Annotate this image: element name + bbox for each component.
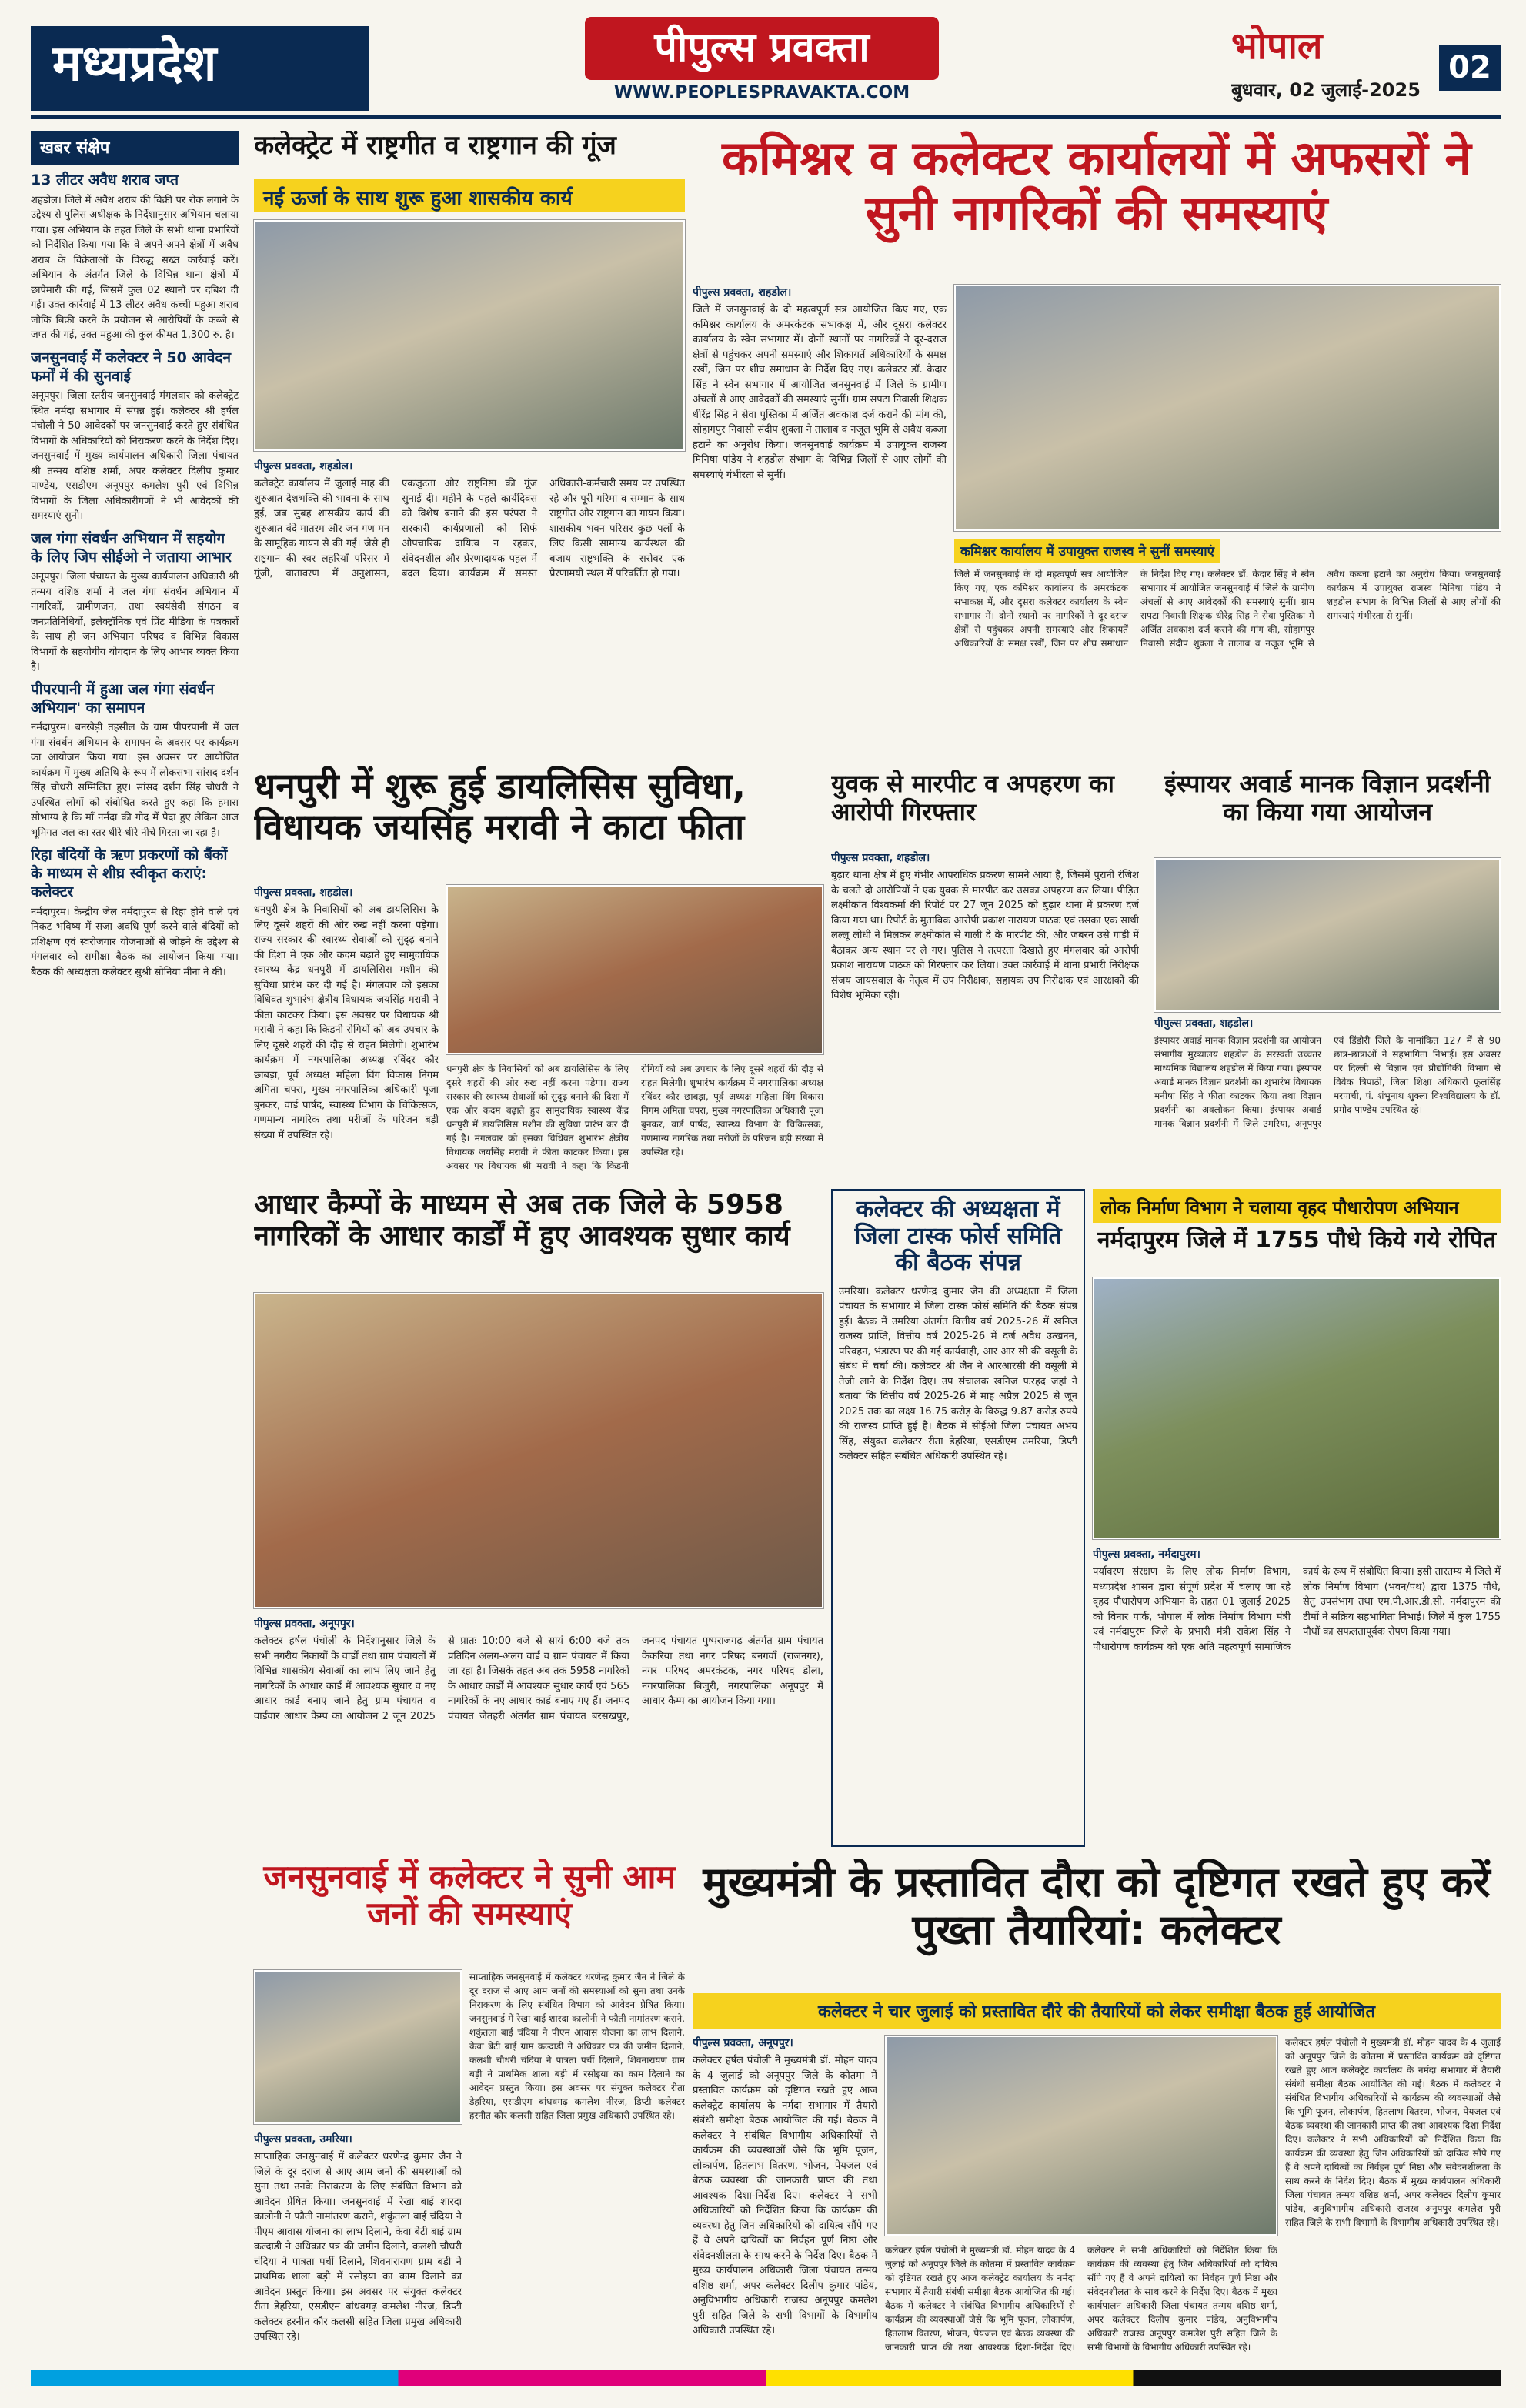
story5-headline: इंस्पायर अवार्ड मानक विज्ञान प्रदर्शनी का किया गया आयोजन (1164, 770, 1491, 827)
section-name: मध्यप्रदेश (31, 26, 369, 111)
story1-body: कलेक्ट्रेट कार्यालय में जुलाई माह की शुरुआत देशभक्ति की भावना के साथ हुई, जब सुबह शासकीय कार्य की शुरुआत वंदे मातरम और जन गण मन के सामूहिक गायन से की गई। जैसे ही राष्ट्रगान की स्वर लहरियाँ परिसर में गूंजी, वातावरण में अनुशासन, एकजुटता और राष्ट्रनिष्ठा की गूंज सुनाई दी। महीने के पहले कार्यदिवस को विशेष बनाने की इस परंपरा ने सरकारी कार्यप्रणाली को सिर्फ औपचारिक दायित्व न रहकर, संवेदनशील और प्रेरणादायक पहल में बदल दिया। कार्यक्रम में समस्त अधिकारी-कर्मचारी समय पर उपस्थित रहे और पूरी गरिमा व सम्मान के साथ राष्ट्रगीत और राष्ट्रगान का गायन किया। शासकीय भवन परिसर कुछ पलों के लिए किसी सामान्य कार्यस्थल की बजाय राष्ट्रभक्ति के सरोवर एक प्रेरणामयी स्थल में परिवर्तित हो गया। (254, 478, 685, 579)
story4-headline-block (831, 770, 1139, 847)
story8-photo (1093, 1277, 1501, 1539)
story2-article-right (954, 539, 1501, 754)
story9-body: साप्ताहिक जनसुनवाई में कलेक्टर धरणेन्द्र कुमार जैन ने जिले के दूर दराज से आए आम जनों की समस्याओं को सुना तथा उनके निराकरण के लिए संबंधित विभाग को आवेदन प्रेषित किया। जनसुनवाई में रेखा बाई शारदा कालोनी ने फौती नामांतरण कराने, शकुंतला बाई चंदिया ने पीएम आवास योजना का लाभ दिलाने, केवा बेटी बाई ग्राम कल्दाडी ने अधिकार पत्र की जमीन दिलाने, कलशी चौधरी चंदिया ने पात्रता पर्ची दिलाने, शिवनारायण ग्राम बड़ी ने प्राथमिक शाला बड़ी में रसोइया का काम दिलाने का आवेदन प्रस्तुत किया। इस अवसर पर संयुक्त कलेक्टर रीता डेहरिया, एसडीएम बांधवगढ़ कमलेश नीरज, डिप्टी कलेक्टर हरनीत कौर कलसी सहित जिला प्रमुख अधिकारी उपस्थित रहे। (254, 2151, 462, 2343)
story8-body: पर्यावरण संरक्षण के लिए लोक निर्माण विभाग, मध्यप्रदेश शासन द्वारा संपूर्ण प्रदेश में चलाए जा रहे वृहद पौधारोपण अभियान के तहत 01 जुलाई 2025 को विनार पार्क, भोपाल में लोक निर्माण विभाग मंत्री एवं नर्मदापुरम जिले के प्रभारी मंत्री राकेश सिंह ने पौधारोपण कार्यक्रम को एक अति महत्वपूर्ण सामाजिक कार्य के रूप में संबोधित किया। इसी तारतम्य में जिले में लोक निर्माण विभाग (भवन/पथ) द्वारा 1375 पौधे, सेतु उपसंभाग तथा एम.पी.आर.डी.सी. नर्मदापुरम की टीमों ने सक्रिय सहभागिता निभाई। जिले में कुल 1755 पौधों का सफलतापूर्वक रोपण किया गया। (1093, 1566, 1501, 1653)
story6-headline-block (254, 1189, 823, 1289)
story5-article (1154, 1016, 1501, 1177)
story1-subhead: नई ऊर्जा के साथ शुरू हुआ शासकीय कार्य (254, 179, 685, 212)
brief-item (31, 847, 239, 980)
story3-byline: पीपुल्स प्रवक्ता, शहडोल। (254, 887, 353, 899)
story6-photo (254, 1293, 823, 1608)
story3-headline-block (254, 766, 823, 881)
story8-banner: लोक निर्माण विभाग ने चलाया वृहद पौधारोपण अभियान (1093, 1189, 1501, 1223)
brief-title: जल गंगा संवर्धन अभियान में सहयोग के लिए जिप सीईओ ने जताया आभार (31, 529, 232, 566)
story5-photo (1154, 858, 1501, 1012)
story10-byline: पीपुल्स प्रवक्ता, अनूपपुर। (693, 2037, 793, 2049)
story5-headline-block (1154, 770, 1501, 854)
story2-subhead: कमिश्नर कार्यालय में उपायुक्त राजस्व ने सुनीं समस्याएं (954, 539, 1220, 563)
story10-headline-block (693, 1859, 1501, 1989)
story8-article (1093, 1547, 1501, 1847)
brief-title: रिहा बंदियों के ऋण प्रकरणों को बैंकों के माध्यम से शीघ्र स्वीकृत कराएं: कलेक्टर (31, 847, 228, 900)
story10-body: कलेक्टर हर्षल पंचोली ने मुख्यमंत्री डॉ. मोहन यादव के 4 जुलाई को अनूपपुर जिले के कोतमा में प्रस्तावित कार्यक्रम को दृष्टिगत रखते हुए आज कलेक्ट्रेट कार्यालय के नर्मदा सभागार में तैयारी संबंधी समीक्षा बैठक आयोजित की गई। बैठक में कलेक्टर ने संबंधित विभागीय अधिकारियों से कार्यक्रम की व्यवस्थाओं जैसे कि भूमि पूजन, लोकार्पण, हितलाभ वितरण, भोजन, पेयजल एवं बैठक व्यवस्था की जानकारी प्राप्त की तथा आवश्यक दिशा-निर्देश दिए। कलेक्टर ने सभी अधिकारियों को निर्देशित किया कि कार्यक्रम की व्यवस्था हेतु जिन अधिकारियों को दायित्व सौंपे गए हैं वे अपने दायित्वों का निर्वहन पूर्ण निष्ठा और संवेदनशीलता के साथ करने के निर्देश दिए। बैठक में मुख्य कार्यपालन अधिकारी जिला पंचायत तन्मय वशिष्ठ शर्मा, अपर कलेक्टर दिलीप कुमार पांडेय, अनुविभागीय अधिकारी राजस्व अनूपपुर कमलेश पुरी सहित जिले के सभी विभागों के विभागीय अधिकारी उपस्थित रहे। (693, 2055, 877, 2336)
story9-headline-block (254, 1859, 685, 1966)
story6-headline: आधार कैम्पों के माध्यम से अब तक जिले के 5958 नागरिकों के आधार कार्डों में हुए आवश्यक सुधार कार्य (254, 1189, 790, 1253)
story1-article (254, 459, 685, 754)
story4-body: बुढ़ार थाना क्षेत्र में हुए गंभीर आपराधिक प्रकरण सामने आया है, जिसमें पुरानी रंजिश के चलते दो आरोपियों ने एक युवक से मारपीट कर उसका अपहरण कर लिया। पीड़ित लक्ष्मीकांत विश्वकर्मा की रिपोर्ट पर 27 जून 2025 को बुढ़ार थाना में प्रकरण दर्ज किया गया था। रिपोर्ट के मुताबिक आरोपी प्रकाश नारायण पाठक एवं उसका एक साथी लल्लू लोधी ने मिलकर लक्ष्मीकांत से गाली दे के मारपीट की, और जबरन उसे गाड़ी में बैठाकर अन्य स्थान पर ले गए। पुलिस ने तत्परता दिखाते हुए मंगलवार को आरोपी प्रकाश नारायण पाठक को गिरफ्तार कर लिया। उक्त कार्रवाई में थाना प्रभारी निरीक्षक संजय जायसवाल के नेतृत्व में उप निरीक्षक, सहायक उप निरीक्षक एवं आरक्षकों की विशेष भूमिका रही। (831, 870, 1139, 1001)
story4-byline: पीपुल्स प्रवक्ता, शहडोल। (831, 852, 930, 864)
brief-title: पीपरपानी में हुआ जल गंगा संवर्धन अभियान' का समापन (31, 680, 215, 716)
story2-article-left (693, 285, 947, 754)
brief-body: अनूपपुर। जिला स्तरीय जनसुनवाई मंगलवार को कलेक्ट्रेट स्थित नर्मदा सभागार में संपन्न हुई। कलेक्टर श्री हर्षल पंचोली ने 50 आवेदकों पर जनसुनवाई करते हुए संबंधित विभागों के अधिकारियों को निराकरण करने के निर्देश दिए। जनसुनवाई में मुख्य कार्यपालन अधिकारी जिला पंचायत श्री तन्मय वशिष्ठ शर्मा, अपर कलेक्टर दिलीप कुमार पाण्डेय, एसडीएम अनूपपुर कमलेश पुरी एवं विभिन्न विभागों के जिला अधिकारीगणों ने भी आवेदकों की समस्याएं सुनी। (31, 390, 239, 523)
story6-body: कलेक्टर हर्षल पंचोली के निर्देशानुसार जिले के सभी नगरीय निकायों के वार्डों तथा ग्राम पंचायतों में विभिन्न शासकीय सेवाओं का लाभ लिए जाने हेतु नागरिकों के आधार कार्ड में आवश्यक सुधार व नए आधार कार्ड बनाए जाने हेतु ग्राम पंचायत व वार्डवार आधार कैम्प का आयोजन 2 जून 2025 से प्रातः 10:00 बजे से सायं 6:00 बजे तक प्रतिदिन अलग-अलग वार्ड व ग्राम पंचायत में किया जा रहा है। जिसके तहत अब तक 5958 नागरिकों के आधार कार्डों में आवश्यक सुधार कार्य एवं 565 नागरिकों के नए आधार कार्ड बनाए गए हैं। जनपद पंचायत जैतहरी अंतर्गत ग्राम पंचायत बरसखपुर, जनपद पंचायत पुष्पराजगढ़ अंतर्गत ग्राम पंचायत केकरिया तथा नगर परिषद बनगवाँ (राजनगर), नगर परिषद अमरकंटक, नगर परिषद डोला, नगरपालिका बिजुरी, नगरपालिका अनूपपुर में आधार कैम्प का आयोजन किया गया। (254, 1635, 823, 1722)
story3-photo (446, 885, 823, 1054)
brief-item (31, 530, 239, 675)
story1-byline: पीपुल्स प्रवक्ता, शहडोल। (254, 460, 353, 473)
story2-body-right: जिले में जनसुनवाई के दो महत्वपूर्ण सत्र आयोजित किए गए, एक कमिश्नर कार्यालय के अमरकंटक सभाकक्ष में, और दूसरा कलेक्टर कार्यालय के स्वेन सभागार में। दोनों स्थानों पर नागरिकों ने दूर-दराज क्षेत्रों से पहुंचकर अपनी समस्याएं और शिकायतें अधिकारियों के समक्ष रखीं, जिन पर शीघ्र समाधान के निर्देश दिए गए। कलेक्टर डॉ. केदार सिंह ने स्वेन सभागार में आयोजित जनसुनवाई में जिले के ग्रामीण अंचलों से आए आवेदकों की समस्याएं सुनीं। ग्राम सपटा निवासी शिक्षक धीरेंद्र सिंह ने सेवा पुस्तिका में अर्जित अवकाश दर्ज कराने की मांग की, सोहागपुर निवासी संदीप शुक्ला ने तालाब व नजूल भूमि से अवैध कब्जा हटाने का अनुरोध किया। जनसुनवाई कार्यक्रम में उपायुक्त राजस्व मिनिषा पांडेय ने शहडोल संभाग के विभिन्न जिलों से आए लोगों की समस्याएं गंभीरता से सुनीं। (954, 569, 1501, 649)
brief-item (31, 681, 239, 841)
brief-item (31, 349, 239, 524)
story1-photo (254, 220, 685, 451)
issue-date: बुधवार, 02 जुलाई-2025 (1231, 79, 1421, 101)
brief-body: अनूपपुर। जिला पंचायत के मुख्य कार्यपालन अधिकारी श्री तन्मय वशिष्ठ शर्मा ने जल गंगा संवर्धन अभियान में नागरिकों, ग्रामीणजन, तथा स्वयंसेवी संगठन व जनप्रतिनिधियों, इलेक्ट्रॉनिक एवं प्रिंट मीडिया के पत्रकारों के साथ ही जन अभियान परिषद व विभिन्न विकास विभागों के सहयोगीय योगदान के लिए आभार व्यक्त किया है। (31, 571, 239, 673)
story3-body-right: धनपुरी क्षेत्र के निवासियों को अब डायलिसिस के लिए दूसरे शहरों की ओर रुख नहीं करना पड़ेगा। राज्य सरकार की स्वास्थ्य सेवाओं को सुदृढ़ बनाने की दिशा में एक और कदम बढ़ाते हुए सामुदायिक स्वास्थ्य केंद्र धनपुरी में डायलिसिस मशीन की सुविधा प्रारंभ कर दी गई है। मंगलवार को इसका विधिवत शुभारंभ क्षेत्रीय विधायक जयसिंह मरावी ने फीता काटकर किया। इस अवसर पर विधायक श्री मरावी ने कहा कि किडनी रोगियों को अब उपचार के लिए दूसरे शहरों की दौड़ से राहत मिलेगी। शुभारंभ कार्यक्रम में नगरपालिका अध्यक्ष रविंदर कौर छाबड़ा, पूर्व अध्यक्ष महिला विंग विकास निगम अमिता चपरा, मुख्य नगरपालिका अधिकारी पूजा बुनकर, वार्ड पार्षद, स्वास्थ्य विभाग के चिकित्सक, गणमान्य नागरिक तथा मरीजों के परिजन बड़ी संख्या में उपस्थित रहे। (446, 1064, 823, 1171)
edition-city: भोपाल (1231, 25, 1323, 68)
story6-byline: पीपुल्स प्रवक्ता, अनूपपुर। (254, 1618, 355, 1630)
story10-body-mid: कलेक्टर हर्षल पंचोली ने मुख्यमंत्री डॉ. मोहन यादव के 4 जुलाई को अनूपपुर जिले के कोतमा में प्रस्तावित कार्यक्रम को दृष्टिगत रखते हुए आज कलेक्ट्रेट कार्यालय के नर्मदा सभागार में तैयारी संबंधी समीक्षा बैठक आयोजित की गई। बैठक में कलेक्टर ने संबंधित विभागीय अधिकारियों से कार्यक्रम की व्यवस्थाओं जैसे कि भूमि पूजन, लोकार्पण, हितलाभ वितरण, भोजन, पेयजल एवं बैठक व्यवस्था की जानकारी प्राप्त की तथा आवश्यक दिशा-निर्देश दिए। कलेक्टर ने सभी अधिकारियों को निर्देशित किया कि कार्यक्रम की व्यवस्था हेतु जिन अधिकारियों को दायित्व सौंपे गए हैं वे अपने दायित्वों का निर्वहन पूर्ण निष्ठा और संवेदनशीलता के साथ करने के निर्देश दिए। बैठक में मुख्य कार्यपालन अधिकारी जिला पंचायत तन्मय वशिष्ठ शर्मा, अपर कलेक्टर दिलीप कुमार पांडेय, अनुविभागीय अधिकारी राजस्व अनूपपुर कमलेश पुरी सहित जिले के सभी विभागों के विभागीय अधिकारी उपस्थित रहे। (885, 2245, 1277, 2353)
story2-headline-block (693, 131, 1501, 277)
story3-body: धनपुरी क्षेत्र के निवासियों को अब डायलिसिस के लिए दूसरे शहरों की ओर रुख नहीं करना पड़ेगा। राज्य सरकार की स्वास्थ्य सेवाओं को सुदृढ़ बनाने की दिशा में एक और कदम बढ़ाते हुए सामुदायिक स्वास्थ्य केंद्र धनपुरी में डायलिसिस मशीन की सुविधा प्रारंभ कर दी गई है। मंगलवार को इसका विधिवत शुभारंभ क्षेत्रीय विधायक जयसिंह मरावी ने फीता काटकर किया। इस अवसर पर विधायक श्री मरावी ने कहा कि किडनी रोगियों को अब उपचार के लिए दूसरे शहरों की दौड़ से राहत मिलेगी। शुभारंभ कार्यक्रम में नगरपालिका अध्यक्ष रविंदर कौर छाबड़ा, पूर्व अध्यक्ष महिला विंग विकास निगम अमिता चपरा, मुख्य नगरपालिका अधिकारी पूजा बुनकर, वार्ड पार्षद, स्वास्थ्य विभाग के चिकित्सक, गणमान्य नागरिक तथा मरीजों के परिजन बड़ी संख्या में उपस्थित रहे। (254, 904, 439, 1141)
story10-article-left (693, 2036, 877, 2363)
story9-article-left (254, 2132, 462, 2363)
brief-body: शहडोल। जिले में अवैध शराब की बिक्री पर रोक लगाने के उद्देश्य से पुलिस अधीक्षक के निर्देशानुसार अभियान चलाया गया। इस अभियान के तहत जिले के सभी थाना प्रभारियों को निर्देशित किया गया कि वे अपने-अपने क्षेत्रों में अवैध शराब के विक्रेताओं के विरुद्ध सख्त कार्रवाई करें। अभियान के अंतर्गत जिले के विभिन्न थाना क्षेत्रों में छापेमारी की गई, जिसमें कुल 02 स्थानों पर दबिश दी गई। उक्त कार्रवाई में 13 लीटर अवैध कच्ची महुआ शराब जोकि बिक्री करने के प्रयोजन से आरोपियों के कब्जे से जप्त की गई, उक्त महुआ की कुल कीमत 1,300 रु. है। (31, 194, 239, 342)
masthead-divider (31, 115, 1501, 119)
story10-subhead: कलेक्टर ने चार जुलाई को प्रस्तावित दौरे की तैयारियों को लेकर समीक्षा बैठक हुई आयोजित (693, 1993, 1501, 2029)
story2-photo (954, 285, 1501, 531)
website-url[interactable]: WWW.PEOPLESPRAVAKTA.COM (613, 83, 910, 102)
story7-headline: कलेक्टर की अध्यक्षता में जिला टास्क फोर्स समिति की बैठक संपन्न (854, 1196, 1062, 1276)
story5-body: इंस्पायर अवार्ड मानक विज्ञान प्रदर्शनी का आयोजन संभागीय मुख्यालय शहडोल के सरस्वती उच्चतर माध्यमिक विद्यालय शहडोल में किया गया। इंस्पायर अवार्ड मानक विज्ञान प्रदर्शनी का शुभारंभ विधायक मनीषा सिंह ने फीता काटकर किया तथा विज्ञान प्रदर्शनी का अवलोकन किया। इंस्पायर अवार्ड मानक विज्ञान प्रदर्शनी में जिले उमरिया, अनूपपुर एवं डिंडोरी जिले के नामांकित 127 में से 90 छात्र-छात्राओं ने सहभागिता निभाई। इस अवसर पर दिल्ली से विज्ञान एवं प्रौद्योगिकी विभाग से विवेक त्रिपाठी, जिला शिक्षा अधिकारी फूलसिंह मरपाची, पं. शंभूनाथ शुक्ला विश्वविद्यालय के डॉ. प्रमोद पाण्डेय उपस्थित रहे। (1154, 1035, 1501, 1129)
story2-body: जिले में जनसुनवाई के दो महत्वपूर्ण सत्र आयोजित किए गए, एक कमिश्नर कार्यालय के अमरकंटक सभाकक्ष में, और दूसरा कलेक्टर कार्यालय के स्वेन सभागार में। दोनों स्थानों पर नागरिकों ने दूर-दराज क्षेत्रों से पहुंचकर अपनी समस्याएं और शिकायतें अधिकारियों के समक्ष रखीं, जिन पर शीघ्र समाधान के निर्देश दिए गए। कलेक्टर डॉ. केदार सिंह ने स्वेन सभागार में आयोजित जनसुनवाई में जिले के ग्रामीण अंचलों से आए आवेदकों की समस्याएं सुनीं। ग्राम सपटा निवासी शिक्षक धीरेंद्र सिंह ने सेवा पुस्तिका में अर्जित अवकाश दर्ज कराने की मांग की, सोहागपुर निवासी संदीप शुक्ला ने तालाब व नजूल भूमि से अवैध कब्जा हटाने का अनुरोध किया। जनसुनवाई कार्यक्रम में उपायुक्त राजस्व मिनिषा पांडेय ने शहडोल संभाग के विभिन्न जिलों से आए लोगों की समस्याएं गंभीरता से सुनीं। (693, 304, 947, 481)
story2-byline: पीपुल्स प्रवक्ता, शहडोल। (693, 286, 792, 299)
story5-byline: पीपुल्स प्रवक्ता, शहडोल। (1154, 1017, 1254, 1030)
story8-byline: पीपुल्स प्रवक्ता, नर्मदापुरम। (1093, 1548, 1200, 1561)
brief-title: जनसुनवाई में कलेक्टर ने 50 आवेदन फर्मों में की सुनवाई (31, 349, 232, 385)
story9-photo (254, 1970, 462, 2124)
brief-body: नर्मदापुरम। बनखेड़ी तहसील के ग्राम पीपरपानी में जल गंगा संवर्धन अभियान के समापन के अवसर पर कार्यक्रम का आयोजन किया गया। इस अवसर पर आयोजित कार्यक्रम में मुख्य अतिथि के रूप में लोकसभा सांसद दर्शन सिंह चौधरी सम्मिलित हुए। सांसद दर्शन सिंह चौधरी ने उपस्थित लोगों को संबोधित करते हुए कहा कि हमारा सौभाग्य है कि माँ नर्मदा की गोद में पैदा हुए लेकिन आज भूमिगत जल का स्तर धीरे-धीरे नीचे गिरता जा रहा है। (31, 722, 239, 839)
brief-body: नर्मदापुरम। केन्द्रीय जेल नर्मदापुरम से रिहा होने वाले एवं निकट भविष्य में सजा अवधि पूर्ण करने वाले बंदियों को प्रशिक्षण एवं स्वरोजगार योजनाओं से जोड़ने के उद्देश्य से मंगलवार को समीक्षा बैठक का आयोजन किया गया। बैठक की अध्यक्षता कलेक्टर सुश्री सोनिया मीना ने की। (31, 906, 239, 978)
story4-article (831, 850, 1139, 1177)
brief-item (31, 172, 239, 343)
brief-title: 13 लीटर अवैध शराब जप्त (31, 172, 179, 189)
newspaper-logo: पीपुल्स प्रवक्ता (585, 17, 939, 80)
story10-headline: मुख्यमंत्री के प्रस्तावित दौरा को दृष्टिगत रखते हुए करें पुख्ता तैयारियां: कलेक्टर (703, 1859, 1491, 1955)
story2-headline: कमिश्नर व कलेक्टर कार्यालयों में अफसरों ने सुनी नागरिकों की समस्याएं (722, 131, 1471, 242)
story10-article-mid (885, 2243, 1277, 2363)
story8-headline: नर्मदापुरम जिले में 1755 पौधे किये गये रोपित (1097, 1227, 1497, 1254)
briefs-column (31, 131, 239, 2363)
story7-box (831, 1189, 1085, 1847)
story10-photo (885, 2036, 1277, 2236)
story6-article (254, 1616, 823, 1847)
story3-article-right (446, 1062, 823, 1177)
story1-headline-block (254, 131, 685, 177)
story4-headline: युवक से मारपीट व अपहरण का आरोपी गिरफ्तार (831, 770, 1114, 827)
story9-body-right: साप्ताहिक जनसुनवाई में कलेक्टर धरणेन्द्र कुमार जैन ने जिले के दूर दराज से आए आम जनों की समस्याओं को सुना तथा उनके निराकरण के लिए संबंधित विभाग को आवेदन प्रेषित किया। जनसुनवाई में रेखा बाई शारदा कालोनी ने फौती नामांतरण कराने, शकुंतला बाई चंदिया ने पीएम आवास योजना का लाभ दिलाने, केवा बेटी बाई ग्राम कल्दाडी ने अधिकार पत्र की जमीन दिलाने, कलशी चौधरी चंदिया ने पात्रता पर्ची दिलाने, शिवनारायण ग्राम बड़ी ने प्राथमिक शाला बड़ी में रसोइया का काम दिलाने का आवेदन प्रस्तुत किया। इस अवसर पर संयुक्त कलेक्टर रीता डेहरिया, एसडीएम बांधवगढ़ कमलेश नीरज, डिप्टी कलेक्टर हरनीत कौर कलसी सहित जिला प्रमुख अधिकारी उपस्थित रहे। (469, 1972, 685, 2121)
story3-article-left (254, 885, 439, 1177)
print-registration-strip (31, 2370, 1501, 2386)
story9-headline: जनसुनवाई में कलेक्टर ने सुनी आम जनों की समस्याएं (263, 1859, 676, 1933)
briefs-heading: खबर संक्षेप (31, 131, 239, 165)
story3-headline: धनपुरी में शुरू हुई डायलिसिस सुविधा, विधायक जयसिंह मरावी ने काटा फीता (254, 766, 746, 847)
story9-article-right (469, 1970, 685, 2363)
story10-article-right (1285, 2036, 1501, 2363)
page-number: 02 (1439, 45, 1501, 91)
story10-body-right: कलेक्टर हर्षल पंचोली ने मुख्यमंत्री डॉ. मोहन यादव के 4 जुलाई को अनूपपुर जिले के कोतमा में प्रस्तावित कार्यक्रम को दृष्टिगत रखते हुए आज कलेक्ट्रेट कार्यालय के नर्मदा सभागार में तैयारी संबंधी समीक्षा बैठक आयोजित की गई। बैठक में कलेक्टर ने संबंधित विभागीय अधिकारियों से कार्यक्रम की व्यवस्थाओं जैसे कि भूमि पूजन, लोकार्पण, हितलाभ वितरण, भोजन, पेयजल एवं बैठक व्यवस्था की जानकारी प्राप्त की तथा आवश्यक दिशा-निर्देश दिए। कलेक्टर ने सभी अधिकारियों को निर्देशित किया कि कार्यक्रम की व्यवस्था हेतु जिन अधिकारियों को दायित्व सौंपे गए हैं वे अपने दायित्वों का निर्वहन पूर्ण निष्ठा और संवेदनशीलता के साथ करने के निर्देश दिए। बैठक में मुख्य कार्यपालन अधिकारी जिला पंचायत तन्मय वशिष्ठ शर्मा, अपर कलेक्टर दिलीप कुमार पांडेय, अनुविभागीय अधिकारी राजस्व अनूपपुर कमलेश पुरी सहित जिले के सभी विभागों के विभागीय अधिकारी उपस्थित रहे। (1285, 2037, 1501, 2228)
story8-headline-block (1093, 1227, 1501, 1274)
story7-body: उमरिया। कलेक्टर धरणेन्द्र कुमार जैन की अध्यक्षता में जिला पंचायत के सभागार में जिला टास्क फोर्स समिति की बैठक संपन्न हुई। बैठक में उमरिया अंतर्गत वित्तीय वर्ष 2025-26 में खनिज राजस्व प्राप्ति, वित्तीय वर्ष 2025-26 में दर्ज अवैध उत्खनन, परिवहन, भंडारण पर की गई कार्यवाही, आर आर सी की वसूली के संबंध में चर्चा की। कलेक्टर श्री जैन ने आरआरसी की वसूली में तेजी लाने के निर्देश दिए। उप संचालक खनिज फरहद जहां ने बताया कि वित्तीय वर्ष 2025-26 में माह अप्रैल 2025 से जून 2025 तक का लक्ष्य 16.75 करोड़ के विरुद्ध 9.87 करोड़ रुपये की राजस्व प्राप्ति हुई है। बैठक में सीईओ जिला पंचायत अभय सिंह, संयुक्त कलेक्टर रीता डेहरिया, एसडीएम उमरिया, डिप्टी कलेक्टर सहित संबंधित अधिकारी उपस्थित रहे। (839, 1285, 1077, 1462)
story1-headline: कलेक्ट्रेट में राष्ट्रगीत व राष्ट्रगान की गूंज (254, 131, 616, 161)
story9-byline: पीपुल्स प्रवक्ता, उमरिया। (254, 2133, 352, 2146)
